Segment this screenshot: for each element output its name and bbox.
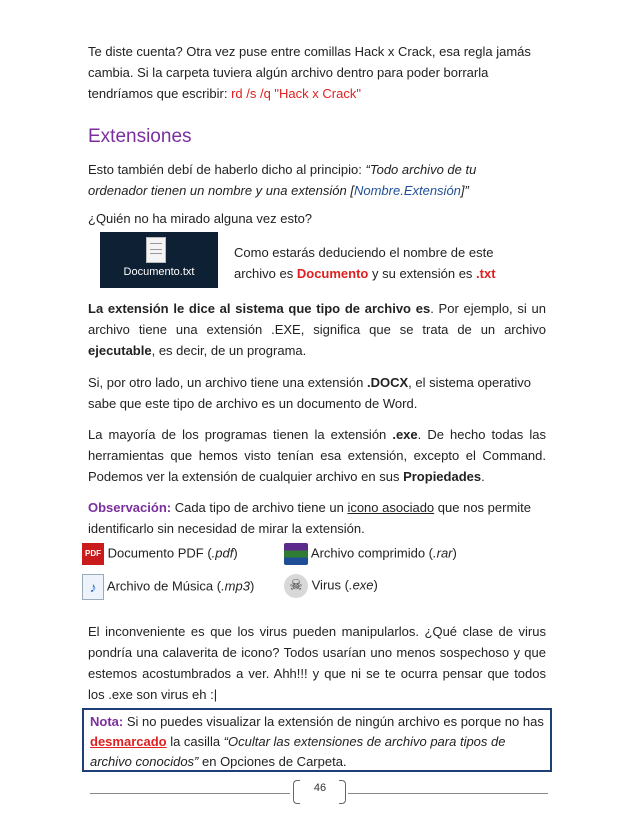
rd-command: rd /s /q "Hack x Crack" [231,86,361,101]
paragraph-definition: Esto también debí de haberlo dicho al principio: “Todo archivo de tu ordenador tienen un nombre y una extensión [Nombre.Extensión]” [88,162,477,198]
paragraph-exe: La mayoría de los programas tienen la extensión .exe. De hecho todas las herramientas que hemos visto tenían esa extensión, excepto el Command. Podemos ver la extensión de cualquier archivo en sus Propiedades. [88,427,546,484]
page-number: 46 [313,782,327,794]
footer-bracket-left [293,780,300,804]
winrar-archive-icon [284,543,308,565]
icon-example-pdf: PDF Documento PDF (.pdf) [82,543,238,565]
paragraph-extension-system: La extensión le dice al sistema que tipo de archivo es. Por ejemplo, si un archivo tiene una extensión .EXE, significa que se trata de un archivo ejecutable, es decir, de un programa. [88,301,546,358]
paragraph-question: ¿Quién no ha mirado alguna vez esto? [88,211,313,226]
icon-example-rar: Archivo comprimido (.rar) [284,543,457,565]
music-file-icon: ♪ [82,574,104,600]
section-heading: Extensiones [88,126,192,147]
file-icon-label: Documento.txt [123,266,195,278]
note-box: Nota: Si no puedes visualizar la extensión de ningún archivo es porque no has desmarcado la casilla “Ocultar las extensiones de archivo para tipos de archivo conocidos” en Opciones de Carpeta. [82,708,552,772]
icon-example-mp3: ♪ Archivo de Música (.mp3) [82,574,254,600]
paragraph-deduction: Como estarás deduciendo el nombre de este archivo es Documento y su extensión es .txt [234,245,496,281]
footer-bracket-right [339,780,346,804]
paragraph-observation: Observación: Cada tipo de archivo tiene un icono asociado que nos permite identificarlo sin necesidad de mirar la extensión. [88,500,532,536]
pdf-icon: PDF [82,543,104,565]
text-file-icon [146,237,166,263]
footer-rule-left [90,793,290,794]
footer-rule-right [348,793,548,794]
skull-icon: ☠ [284,574,308,598]
paragraph-rd-command: Te diste cuenta? Otra vez puse entre comillas Hack x Crack, esa regla jamás cambia. Si la carpeta tuviera algún archivo dentro para poder borrarla tendríamos que escribir: rd /s /q "Hack x Crack" [88,44,531,101]
paragraph-virus: El inconveniente es que los virus pueden manipularlos. ¿Qué clase de virus pondría una calaverita de icono? Todos usarían uno menos sospechoso y que estemos acostumbrados a ver. Ahh!!! y que ni se te ocurra pensar que todos los .exe son virus eh :| [88,624,546,702]
desktop-file-screenshot [100,232,218,288]
paragraph-docx: Si, por otro lado, un archivo tiene una extensión .DOCX, el sistema operativo sabe que este tipo de archivo es un documento de Word. [88,375,531,411]
icon-example-exe: ☠ Virus (.exe) [284,574,378,598]
